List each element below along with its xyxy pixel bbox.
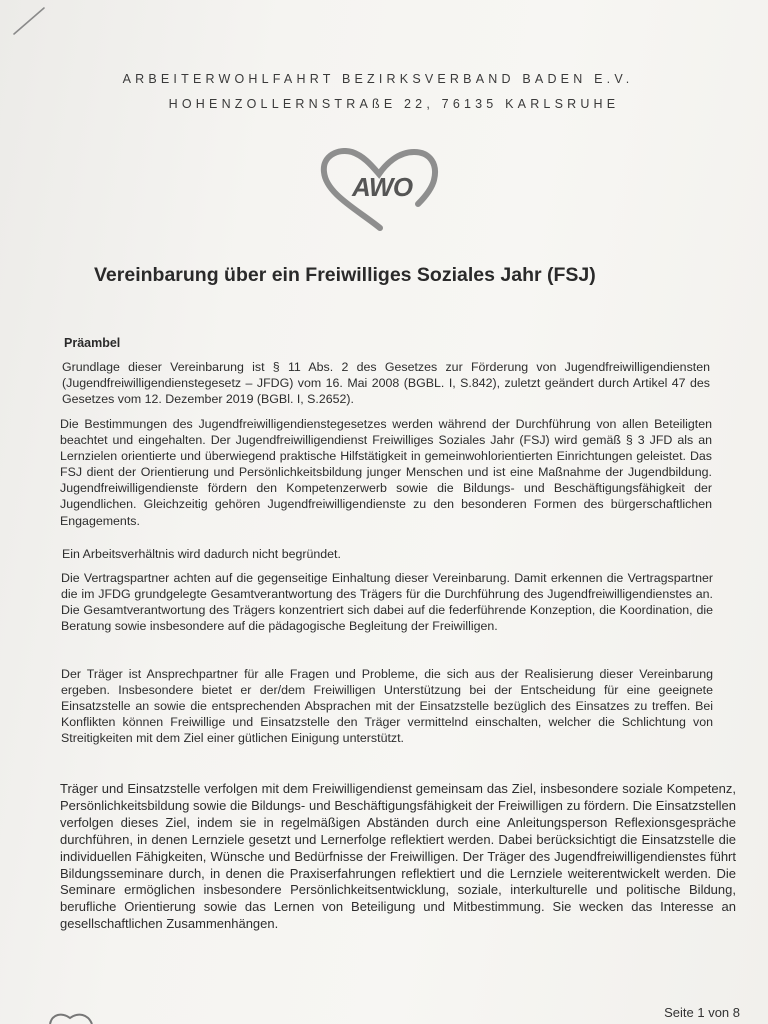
paragraph: Träger und Einsatzstelle verfolgen mit dem Freiwilligendienst gemeinsam das Ziel, insbesondere soziale Kompetenz, Persönlichkeitsbildung sowie die Bildungs- und Beschäftigungsfähigkeit der Freiwilligen zu fördern. Die Einsatzstellen verfolgen dieses Ziel, indem sie in regelmäßigen Abständen durch eine Anleitungsperson Reflexionsgespräche durchführen, in denen Lernziele gesetzt und Lernerfolge reflektiert werden. Dabei berücksichtigt die Einsatzstelle die individuellen Fähigkeiten, Wünsche und Bedürfnisse der Freiwilligen. Der Träger des Jugendfreiwilligendienstes führt Bildungsseminare durch, in denen die Praxiserfahrungen reflektiert und die Lernziele weiterentwickelt werden. Die Seminare ermöglichen insbesondere Persönlichkeitsentwicklung, soziale, interkulturelle und politische Bildung, berufliche Orientierung sowie das Lernen von Beteiligung und Mitbestimmung. Sie wecken das Interesse an gesellschaftlichen Zusammenhängen. bbox=[60, 781, 736, 932]
document-title: Vereinbarung über ein Freiwilliges Soziales Jahr (FSJ) bbox=[94, 264, 596, 286]
pen-stroke-mark bbox=[10, 4, 50, 38]
paragraph: Die Bestimmungen des Jugendfreiwilligendienstegesetzes werden während der Durchführung von allen Beteiligten beachtet und eingehalten. Der Jugendfreiwilligendienst Freiwilliges Soziales Jahr (FSJ) wird gemäß § 3 JFD als an Lernzielen orientierte und überwiegend praktische Hilfstätigkeit in gemeinwohlorientierten Einrichtungen geleistet. Das FSJ dient der Orientierung und Persönlichkeitsbildung junger Menschen und ist eine Maßnahme der Jugendbildung. Jugendfreiwilligendienste fördern den Kompetenzerwerb sowie die Bildungs- und Beschäftigungsfähigkeit der Jugendlichen. Gleichzeitig gehören Jugendfreiwilligendienste zu den besonderen Formen des bürgerschaftlichen Engagements. bbox=[60, 417, 712, 528]
paragraph: Die Vertragspartner achten auf die gegenseitige Einhaltung dieser Vereinbarung. Damit erkennen die Vertragspartner die im JFDG grundgelegte Gesamtverantwortung des Trägers für die Durchführung des Jugendfreiwilligendienstes an. Die Gesamtverantwortung des Trägers konzentriert sich dabei auf die federführende Konzeption, die Koordination, die Beratung sowie insbesondere auf die pädagogische Begleitung der Freiwilligen. bbox=[61, 571, 713, 634]
logo-text: AWO bbox=[352, 172, 413, 202]
paragraph: Grundlage dieser Vereinbarung ist § 11 Abs. 2 des Gesetzes zur Förderung von Jugendfreiwilligendiensten (Jugendfreiwilligendienstegesetz – JFDG) vom 16. Mai 2008 (BGBL. I, S.842), zuletzt geändert durch Artikel 47 des Gesetzes vom 12. Dezember 2019 (BGBl. I, S.2652). bbox=[62, 360, 710, 407]
letterhead-address: HOHENZOLLERNSTRAßE 22, 76135 KARLSRUHE bbox=[168, 97, 620, 111]
paragraph: Ein Arbeitsverhältnis wird dadurch nicht begründet. bbox=[62, 547, 341, 561]
letterhead-organization: ARBEITERWOHLFAHRT BEZIRKSVERBAND BADEN E.V. bbox=[122, 72, 634, 86]
page-number: Seite 1 von 8 bbox=[664, 1005, 740, 1020]
paragraph: Der Träger ist Ansprechpartner für alle Fragen und Probleme, die sich aus der Realisierung dieser Vereinbarung ergeben. Insbesondere bietet er der/dem Freiwilligen Unterstützung bei der Entscheidung für eine geeignete Einsatzstelle an sowie die entsprechenden Absprachen mit der Einsatzstelle bezüglich des Einsatzes zu treffen. Bei Konflikten können Freiwillige und Einsatzstelle den Träger vermittelnd einschalten, welcher die Schlichtung von Streitigkeiten mit dem Ziel einer gütlichen Einigung unterstützt. bbox=[61, 667, 713, 746]
section-heading: Präambel bbox=[64, 336, 121, 350]
heart-outline-icon bbox=[48, 1010, 94, 1024]
